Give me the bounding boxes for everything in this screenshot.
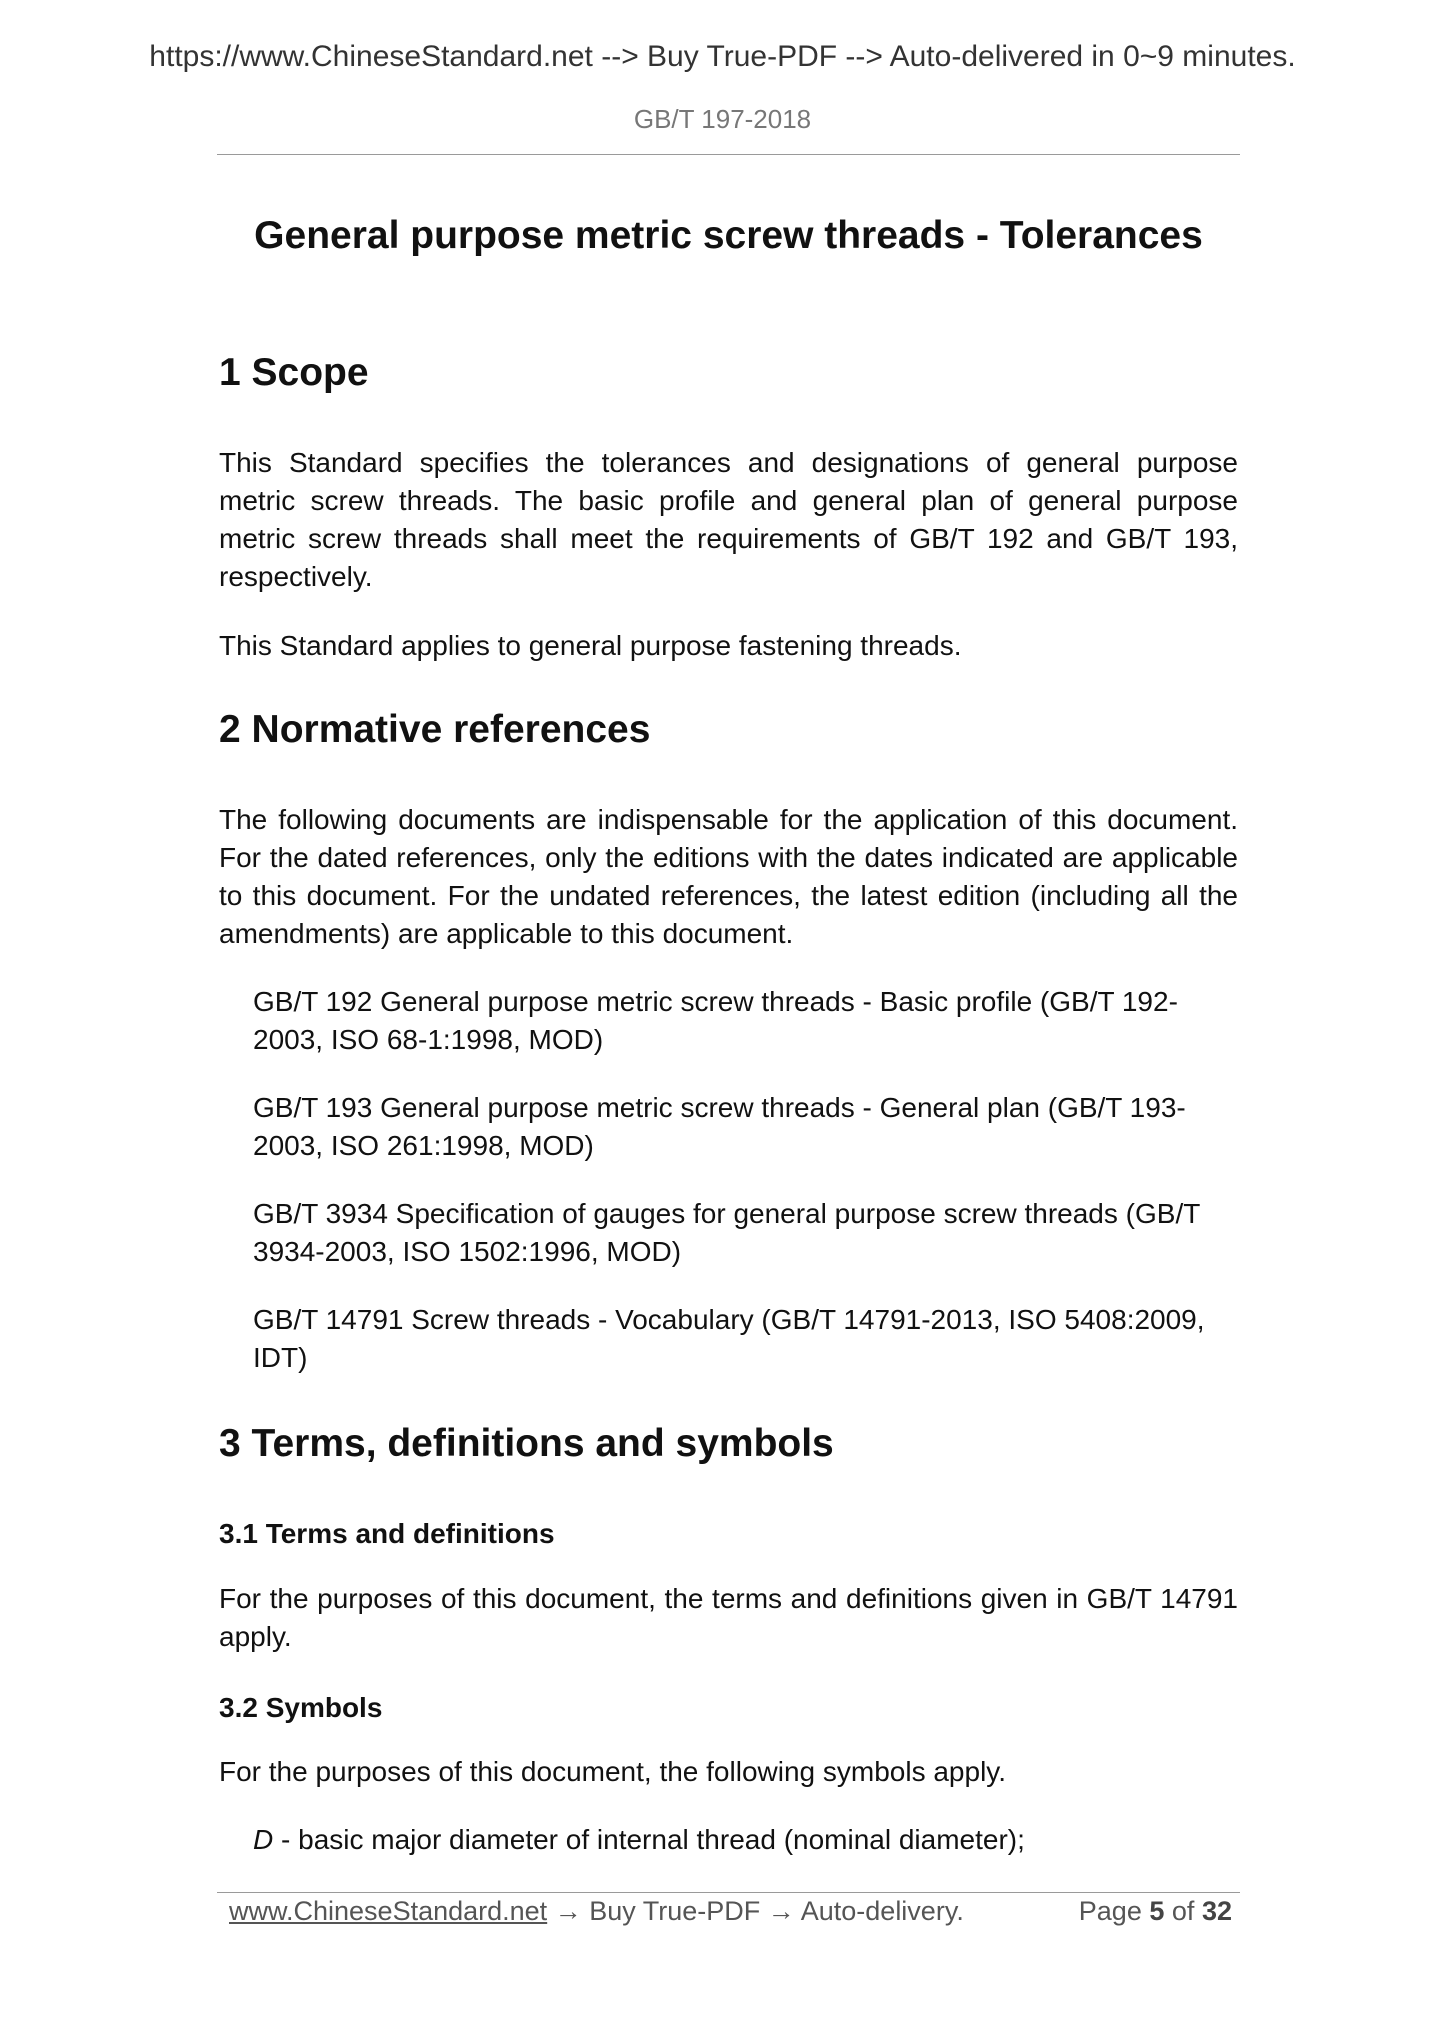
footer-divider	[217, 1892, 1240, 1893]
normative-intro-paragraph: The following documents are indispensable for the application of this document. For the dated references, only the editions with the dates indicated are applicable to this document. For the undated references, the latest edition (including all the amendments) are applicable to this document.	[219, 804, 1238, 949]
reference-item-gbt193: GB/T 193 General purpose metric screw threads - General plan (GB/T 193-2003, ISO 261:1998, MOD)	[253, 1092, 1186, 1161]
symbol-variable: D	[253, 1824, 274, 1855]
section-terms-heading: 3 Terms, definitions and symbols	[219, 1422, 834, 1465]
page-current: 5	[1149, 1896, 1165, 1926]
subsection-symbols-heading: 3.2 Symbols	[219, 1692, 383, 1723]
reference-item-gbt3934: GB/T 3934 Specification of gauges for general purpose screw threads (GB/T 3934-2003, ISO 1502:1996, MOD)	[253, 1198, 1200, 1267]
symbols-intro-paragraph: For the purposes of this document, the following symbols apply.	[219, 1756, 1006, 1787]
header-divider	[217, 154, 1240, 155]
reference-item-gbt192: GB/T 192 General purpose metric screw threads - Basic profile (GB/T 192-2003, ISO 68-1:1998, MOD)	[253, 986, 1178, 1055]
subsection-terms-definitions-heading: 3.1 Terms and definitions	[219, 1518, 555, 1549]
page-total: 32	[1201, 1896, 1232, 1926]
document-code: GB/T 197-2018	[633, 104, 812, 134]
reference-item-gbt14791: GB/T 14791 Screw threads - Vocabulary (GB/T 14791-2013, ISO 5408:2009, IDT)	[253, 1304, 1205, 1373]
section-scope-heading: 1 Scope	[219, 351, 369, 394]
symbol-description: - basic major diameter of internal thread (nominal diameter);	[273, 1824, 1025, 1855]
footer-site-link[interactable]: www.ChineseStandard.net	[229, 1896, 548, 1926]
page-number	[1079, 1896, 1232, 1927]
terms-definitions-paragraph: For the purposes of this document, the terms and definitions given in GB/T 14791 apply.	[219, 1583, 1238, 1652]
top-banner: https://www.ChineseStandard.net --> Buy True-PDF --> Auto-delivered in 0~9 minutes.	[149, 40, 1296, 73]
page-label: Page	[1078, 1896, 1142, 1926]
footer-tagline: → Buy True-PDF → Auto-delivery.	[547, 1896, 964, 1926]
symbol-definition-d	[253, 1821, 1238, 1859]
scope-paragraph-2: This Standard applies to general purpose fastening threads.	[219, 630, 962, 661]
footer-left	[229, 1896, 964, 1927]
document-title: General purpose metric screw threads - Tolerances	[254, 214, 1203, 257]
scope-paragraph-1: This Standard specifies the tolerances and designations of general purpose metric screw threads. The basic profile and general plan of general purpose metric screw threads shall meet the requirements of GB/T 192 and GB/T 193, respectively.	[219, 447, 1238, 592]
page-of-label: of	[1171, 1896, 1195, 1926]
section-normative-heading: 2 Normative references	[219, 708, 651, 751]
